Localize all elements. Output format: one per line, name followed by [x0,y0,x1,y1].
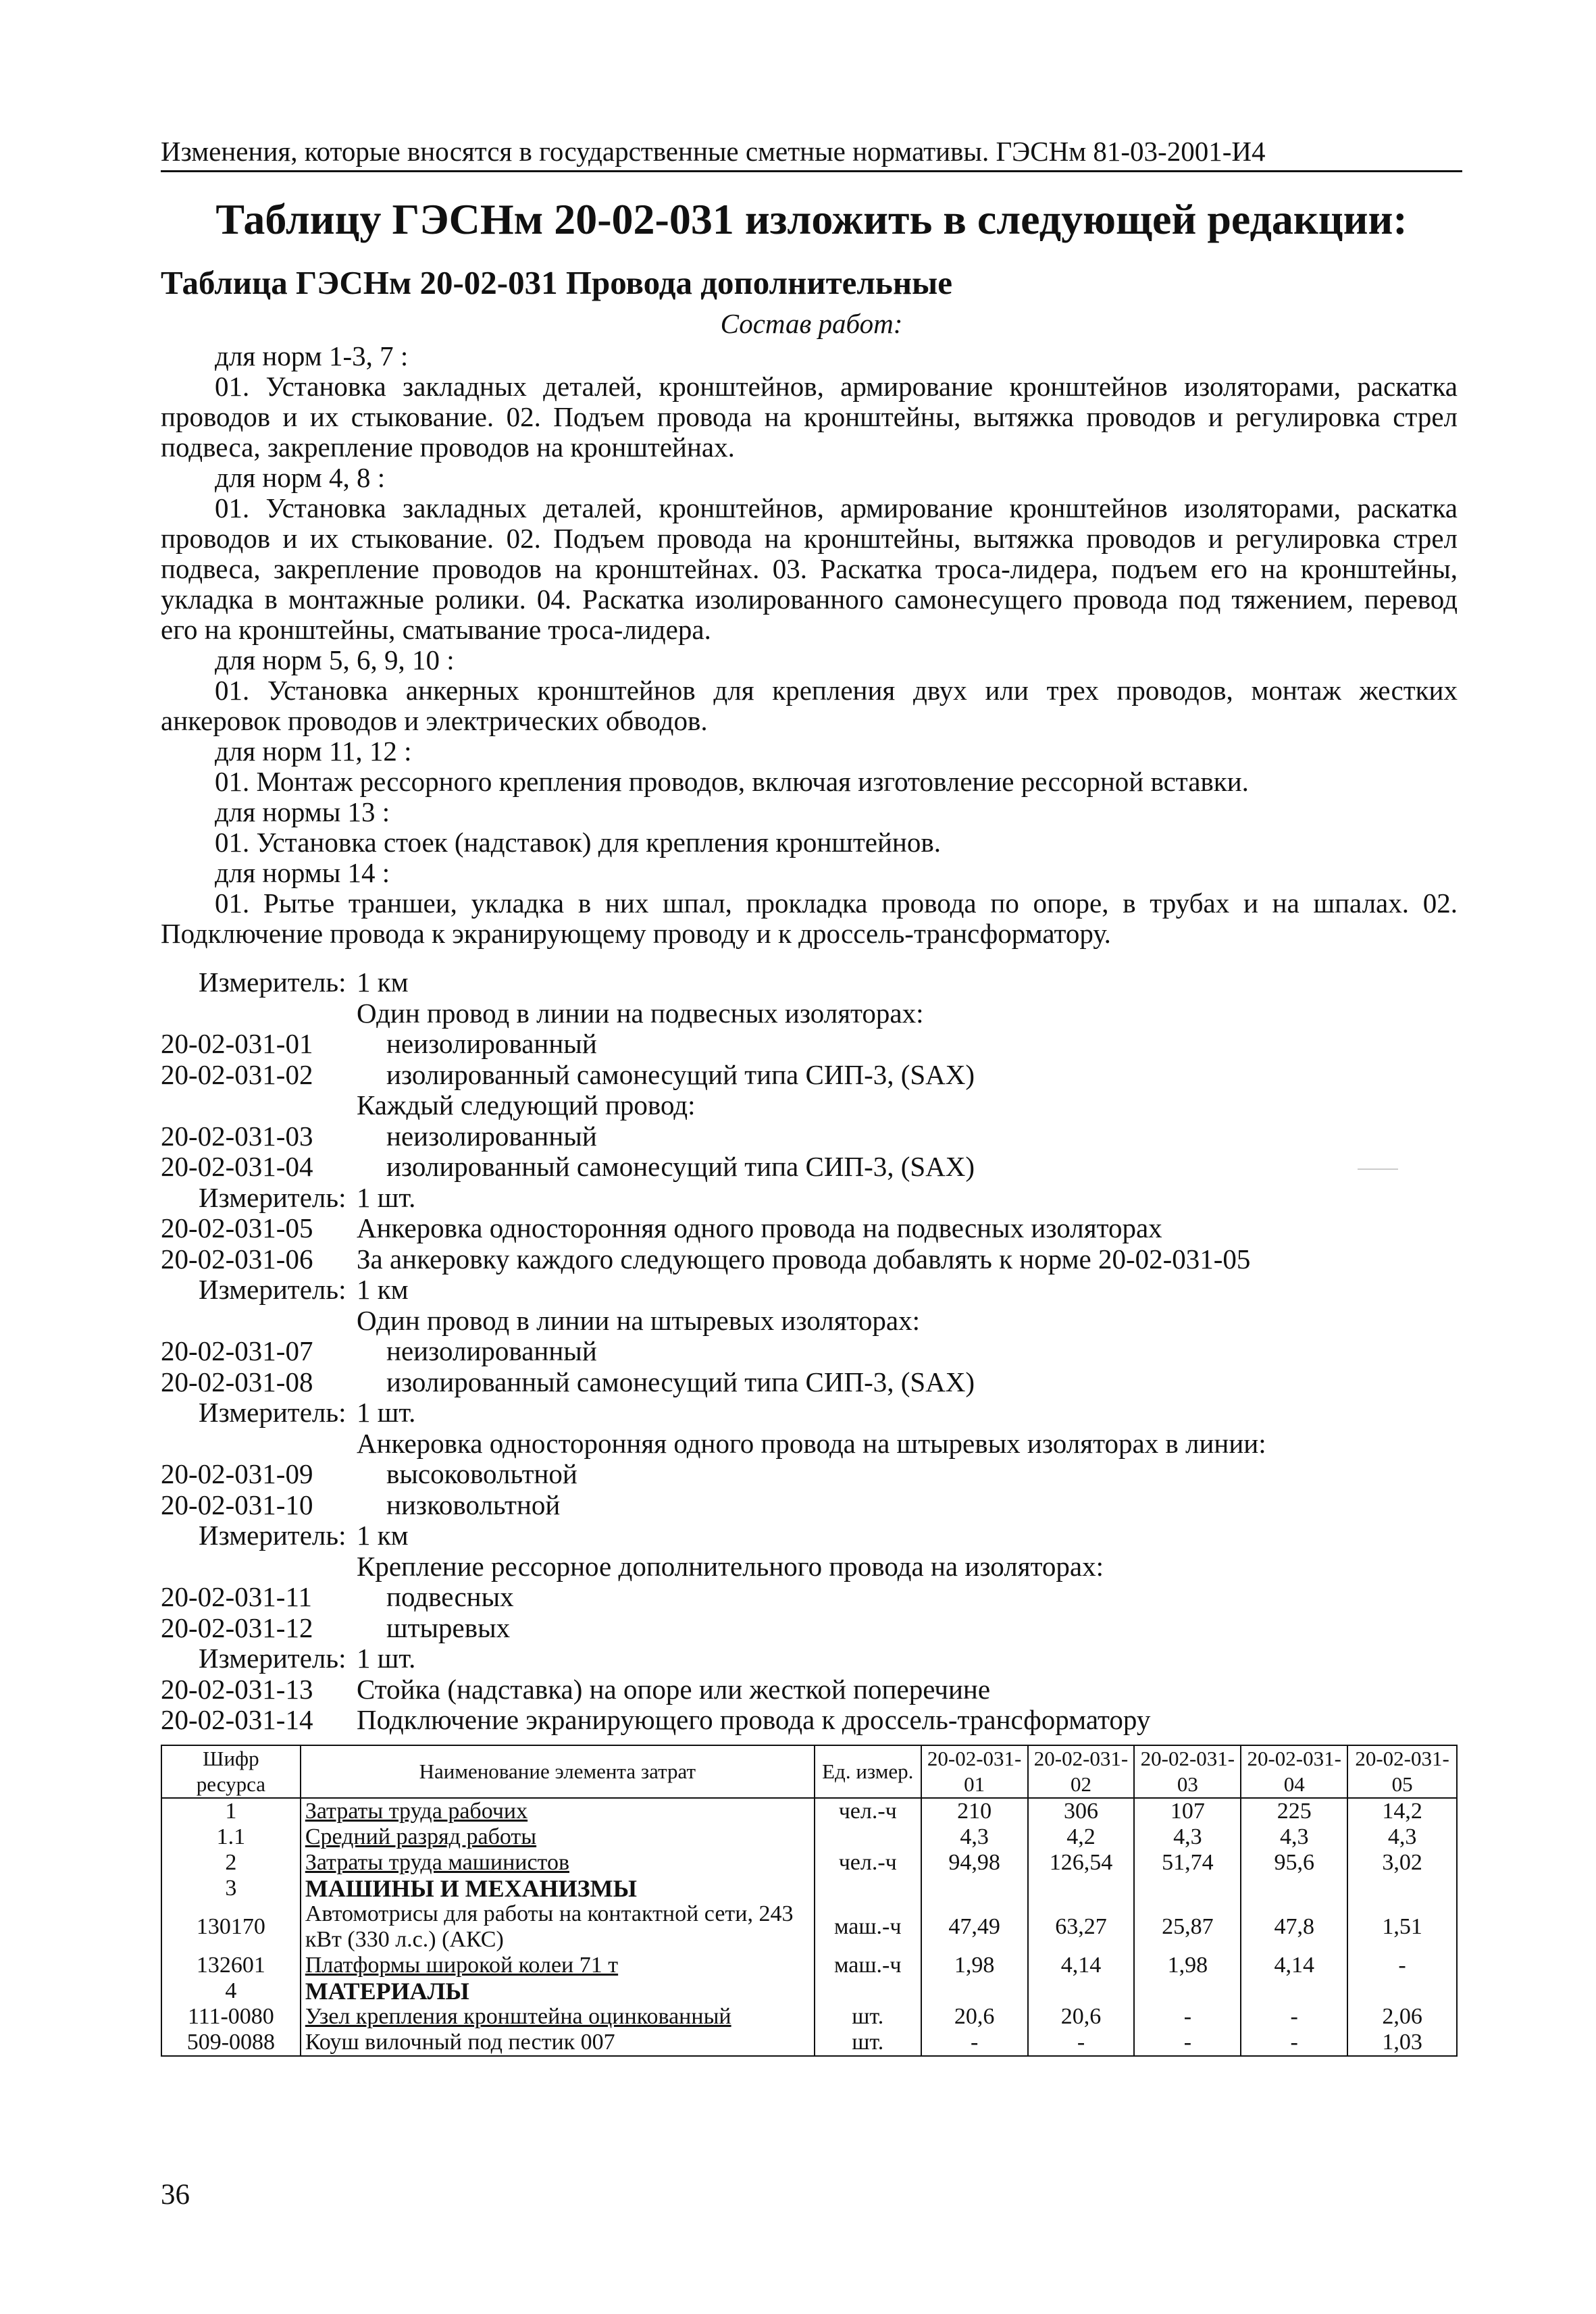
value-cell: 20,6 [921,2004,1028,2030]
resource-code: 4 [161,1978,301,2004]
norm-code: Измеритель: [199,1643,346,1674]
work-group-text: 01. Установка стоек (надставок) для крепления кронштейнов. [215,827,941,858]
resource-name: Затраты труда машинистов [301,1850,815,1876]
unit: маш.-ч [815,1953,921,1978]
measure-row [161,1397,1458,1429]
norm-code: 20-02-031-03 [161,1120,313,1152]
norm-code: 20-02-031-04 [161,1151,313,1182]
value-cell: 1,98 [1134,1953,1241,1978]
table-row [161,1978,1457,2004]
unit: чел.-ч [815,1850,921,1876]
value-cell: 1,98 [921,1953,1028,1978]
norm-row [161,1674,1458,1705]
column-header: Наименование элемента затрат [301,1745,815,1798]
value-cell: 4,3 [921,1824,1028,1850]
norm-text: Один провод в линии на подвесных изоляторах: [357,997,924,1029]
norm-text: Один провод в линии на штыревых изоляторах: [357,1304,921,1336]
work-group-label: для норм 1-3, 7 : [215,340,409,371]
resource-code: 132601 [161,1953,301,1978]
norm-code [161,1429,357,1460]
norm-text: штыревых [386,1612,511,1643]
norm-text: подвесных [386,1581,514,1612]
unit: шт. [815,2004,921,2030]
norm-code: 20-02-031-09 [161,1458,313,1489]
norm-code: 20-02-031-11 [161,1581,312,1612]
value-cell: - [1241,2004,1347,2030]
value-cell: 47,8 [1241,1901,1347,1953]
norm-row [161,1213,1458,1244]
value-cell [1134,1876,1241,1901]
norm-code: 20-02-031-12 [161,1612,313,1643]
work-group-label: для нормы 13 : [215,796,390,827]
resource-code: 2 [161,1850,301,1876]
value-cell [1347,1978,1457,2004]
norm-text: Крепление рессорное дополнительного провода на изоляторах: [357,1550,1104,1582]
resources-table [161,1745,1458,2057]
norm-code [161,1306,357,1337]
norm-text: 1 км [357,967,409,998]
norm-text: 1 шт. [357,1397,416,1428]
value-cell [1028,1876,1135,1901]
value-cell [921,1876,1028,1901]
unit: маш.-ч [815,1901,921,1953]
unit [815,1824,921,1850]
value-cell [1241,1978,1347,2004]
unit: чел.-ч [815,1798,921,1824]
resource-code: 130170 [161,1901,301,1953]
work-group-label: для нормы 14 : [215,857,390,888]
value-cell: 107 [1134,1798,1241,1824]
norm-text: 1 шт. [357,1181,416,1213]
scan-mark [1358,1168,1398,1170]
work-group-text: 01. Установка закладных деталей, кронштейнов, армирование кронштейнов изоляторами, раскатка проводов и их стыкование. 02. Подъем провода на кронштейны, вытяжка проводов и регулировка стрел подвеса, закрепление проводов на кронштейнах. [161,371,1458,463]
norm-row [161,1152,1458,1183]
value-cell [1134,1978,1241,2004]
table-row [161,1850,1457,1876]
value-cell: 225 [1241,1798,1347,1824]
norm-code [161,1090,357,1121]
table-row [161,1876,1457,1901]
norm-text: За анкеровку каждого следующего провода добавлять к норме 20-02-031-05 [357,1243,1251,1275]
norm-text: 1 км [357,1520,409,1551]
value-cell [921,1978,1028,2004]
resource-code: 3 [161,1876,301,1901]
resource-name: Затраты труда рабочих [301,1798,815,1824]
page-number: 36 [161,2179,190,2211]
norm-text: Каждый следующий провод: [357,1089,696,1121]
resource-name: Автомотрисы для работы на контактной сети, 243 кВт (330 л.с.) (АКС) [301,1901,815,1953]
norm-row [161,1029,1458,1060]
value-cell: 126,54 [1028,1850,1135,1876]
value-cell: 4,3 [1134,1824,1241,1850]
norm-text: изолированный самонесущий типа СИП-3, (SAX) [386,1151,975,1182]
table-header-row [161,1745,1457,1798]
value-cell: 47,49 [921,1901,1028,1953]
value-cell [1028,1978,1135,2004]
norm-text: высоковольтной [386,1458,577,1489]
norm-row [161,1459,1458,1490]
norm-row [161,1060,1458,1091]
value-cell: 1,03 [1347,2030,1457,2056]
norm-text: 1 км [357,1274,409,1305]
norm-code [161,1551,357,1583]
resource-name: МАШИНЫ И МЕХАНИЗМЫ [301,1876,815,1901]
column-header: 20-02-031-02 [1028,1745,1135,1798]
main-title: Таблицу ГЭСНм 20-02-031 изложить в следующей редакции: [215,195,1408,243]
norm-code: 20-02-031-14 [161,1704,313,1735]
resource-name: Платформы широкой колеи 71 т [301,1953,815,1978]
norm-code: 20-02-031-05 [161,1212,313,1243]
resource-code: 509-0088 [161,2030,301,2056]
measure-row [161,1275,1458,1306]
norm-row [161,1582,1458,1613]
table-subtitle: Таблица ГЭСНм 20-02-031 Провода дополнительные [161,264,953,301]
resource-name: МАТЕРИАЛЫ [301,1978,815,2004]
norm-text: Стойка (надставка) на опоре или жесткой поперечине [357,1673,991,1705]
norm-text: изолированный самонесущий типа СИП-3, (SAX) [386,1366,975,1397]
norm-text: 1 шт. [357,1643,416,1674]
column-header: Ед. измер. [815,1745,921,1798]
value-cell: 63,27 [1028,1901,1135,1953]
norm-row [161,1336,1458,1367]
work-group-label: для норм 5, 6, 9, 10 : [215,644,455,675]
work-composition [161,341,1458,949]
measure-row [161,1183,1458,1214]
value-cell: - [1134,2030,1241,2056]
work-group-text: 01. Монтаж рессорного крепления проводов, включая изготовление рессорной вставки. [215,766,1249,797]
value-cell: 3,02 [1347,1850,1457,1876]
norm-row [161,1121,1458,1152]
column-header: 20-02-031-04 [1241,1745,1347,1798]
norm-code: 20-02-031-13 [161,1673,313,1705]
norm-row [161,998,1458,1029]
norm-row [161,1306,1458,1337]
resource-code: 1 [161,1798,301,1824]
norm-code: 20-02-031-06 [161,1243,313,1275]
value-cell: - [1028,2030,1135,2056]
norm-row [161,1551,1458,1583]
norm-row [161,1429,1458,1460]
value-cell: - [921,2030,1028,2056]
norm-code [161,998,357,1029]
norm-row [161,1613,1458,1644]
unit [815,1978,921,2004]
table-row [161,1798,1457,1824]
table-row [161,1901,1457,1953]
running-header: Изменения, которые вносятся в государственные сметные нормативы. ГЭСНм 81-03-2001-И4 [161,135,1462,172]
norm-code: Измеритель: [199,1397,346,1428]
table-row [161,2030,1457,2056]
norm-text: Анкеровка односторонняя одного провода на подвесных изоляторах [357,1212,1162,1243]
work-group-text: 01. Рытье траншеи, укладка в них шпал, прокладка провода по опоре, в трубах и на шпалах. 02. Подключение провода к экранирующему проводу и к дроссель-трансформатору. [161,888,1458,949]
value-cell: 14,2 [1347,1798,1457,1824]
table-row [161,2004,1457,2030]
work-group-label: для норм 11, 12 : [215,736,412,767]
norm-code: Измеритель: [199,1181,346,1213]
norm-list [161,967,1458,1736]
norm-text: неизолированный [386,1028,597,1059]
resource-code: 111-0080 [161,2004,301,2030]
value-cell: 4,3 [1347,1824,1457,1850]
norm-row [161,1705,1458,1736]
norm-row [161,1244,1458,1275]
measure-row [161,1643,1458,1674]
value-cell: 4,2 [1028,1824,1135,1850]
norm-row [161,1090,1458,1121]
norm-code: Измеритель: [199,1520,346,1551]
norm-text: изолированный самонесущий типа СИП-3, (SAX) [386,1058,975,1090]
work-group-text: 01. Установка анкерных кронштейнов для крепления двух или трех проводов, монтаж жестких анкеровок проводов и электрических обводов. [161,675,1458,736]
work-group-label: для норм 4, 8 : [215,462,386,493]
norm-text: низковольтной [386,1489,561,1520]
value-cell: 210 [921,1798,1028,1824]
resource-name: Средний разряд работы [301,1824,815,1850]
value-cell: 20,6 [1028,2004,1135,2030]
value-cell: 4,14 [1028,1953,1135,1978]
value-cell: 94,98 [921,1850,1028,1876]
value-cell: 2,06 [1347,2004,1457,2030]
norm-code: Измеритель: [199,1274,346,1305]
measure-row [161,967,1458,998]
value-cell: - [1347,1953,1457,1978]
norm-text: неизолированный [386,1335,597,1366]
work-group-text: 01. Установка закладных деталей, кронштейнов, армирование кронштейнов изоляторами, раскатка проводов и их стыкование. 02. Подъем провода на кронштейны, вытяжка проводов и регулировка стрел подвеса, закрепление проводов на кронштейнах. 03. Раскатка троса-лидера, подъем его на кронштейны, укладка в монтажные ролики. 04. Раскатка изолированного самонесущего провода под тяжением, перевод его на кронштейны, сматывание троса-лидера. [161,492,1458,645]
norm-text: неизолированный [386,1120,597,1152]
resource-code: 1.1 [161,1824,301,1850]
norm-code: 20-02-031-07 [161,1335,313,1366]
norm-text: Подключение экранирующего провода к дроссель-трансформатору [357,1704,1151,1735]
column-header: 20-02-031-01 [921,1745,1028,1798]
work-composition-label: Состав работ: [720,308,903,339]
value-cell: 306 [1028,1798,1135,1824]
column-header: 20-02-031-05 [1347,1745,1457,1798]
resource-name: Узел крепления кронштейна оцинкованный [301,2004,815,2030]
resource-name: Коуш вилочный под пестик 007 [301,2030,815,2056]
unit: шт. [815,2030,921,2056]
norm-code: 20-02-031-02 [161,1058,313,1090]
unit [815,1876,921,1901]
norm-code: Измеритель: [199,967,346,998]
table-row [161,1953,1457,1978]
column-header: Шифр ресурса [161,1745,301,1798]
value-cell: 4,14 [1241,1953,1347,1978]
column-header: 20-02-031-03 [1134,1745,1241,1798]
norm-row [161,1367,1458,1398]
norm-code: 20-02-031-10 [161,1489,313,1520]
value-cell: 1,51 [1347,1901,1457,1953]
table-row [161,1824,1457,1850]
value-cell: 95,6 [1241,1850,1347,1876]
value-cell: 51,74 [1134,1850,1241,1876]
value-cell [1241,1876,1347,1901]
norm-row [161,1490,1458,1521]
norm-text: Анкеровка односторонняя одного провода на штыревых изоляторах в линии: [357,1427,1266,1459]
value-cell: - [1134,2004,1241,2030]
value-cell: 25,87 [1134,1901,1241,1953]
value-cell: 4,3 [1241,1824,1347,1850]
norm-code: 20-02-031-01 [161,1028,313,1059]
value-cell [1347,1876,1457,1901]
measure-row [161,1520,1458,1551]
value-cell: - [1241,2030,1347,2056]
norm-code: 20-02-031-08 [161,1366,313,1397]
